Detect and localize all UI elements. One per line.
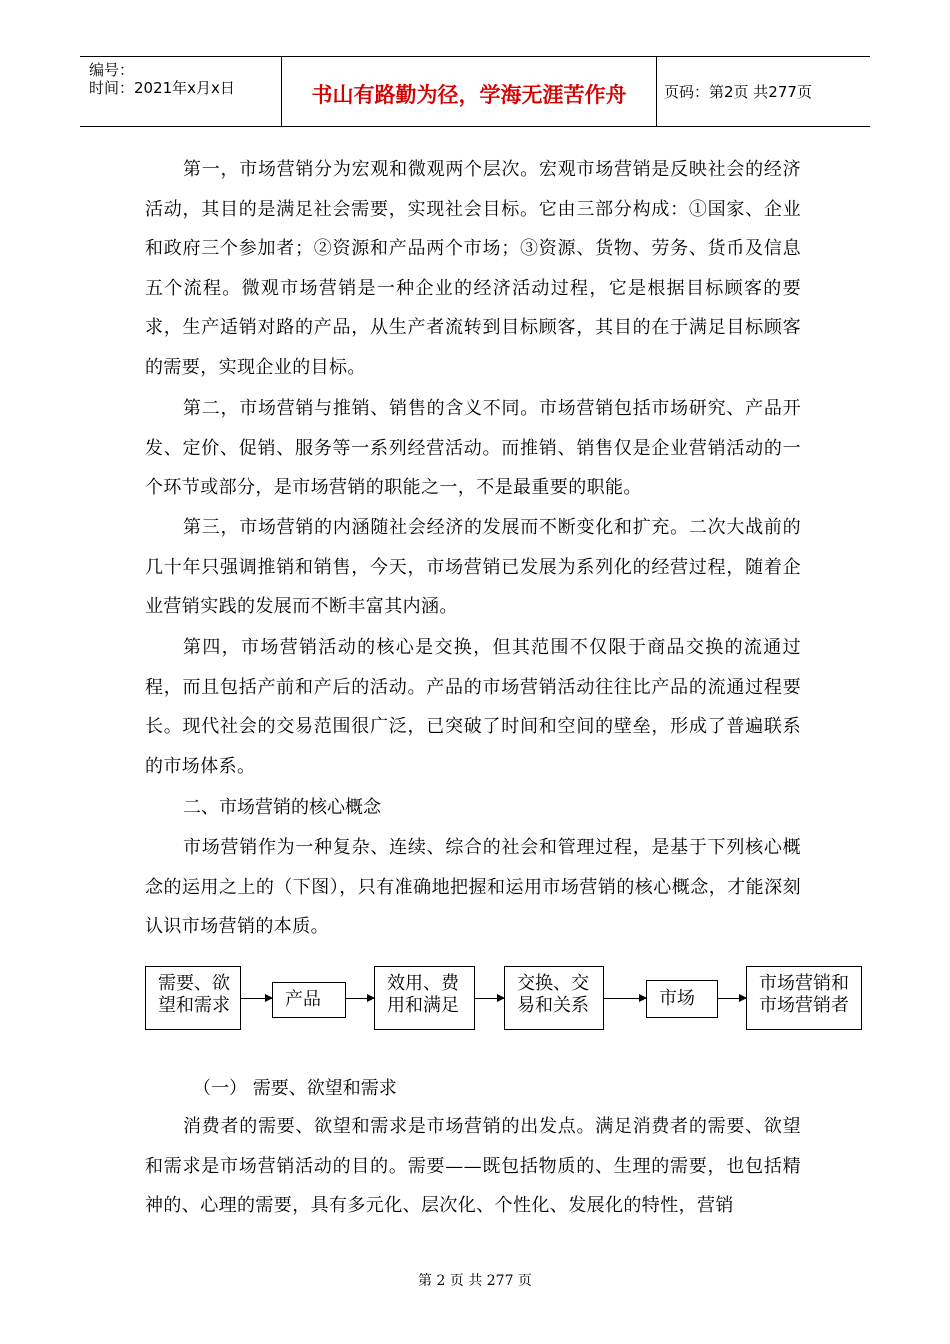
paragraph-second: 第二，市场营销与推销、销售的含义不同。市场营销包括市场研究、产品开发、定价、促销、服务等一系列经营活动。而推销、销售仅是企业营销活动的一个环节或部分，是市场营销的职能之一，不是最重要的职能。 — [145, 398, 801, 498]
diagram-box-needs: 需要、欲望和需求 — [145, 966, 241, 1030]
number-label: 编号： — [89, 61, 135, 79]
paragraph-first: 第一，市场营销分为宏观和微观两个层次。宏观市场营销是反映社会的经济活动，其目的是满足社会需要，实现社会目标。它由三部分构成：①国家、企业和政府三个参加者；②资源和产品两个市场；③资源、货物、劳务、货币及信息五个流程。微观市场营销是一种企业的经济活动过程，它是根据目标顾客的要求，生产适销对路的产品，从生产者流转到目标顾客，其目的在于满足目标顾客的需要，实现企业的目标。 — [145, 159, 801, 378]
header-page-cell — [656, 57, 870, 126]
diagram-box-market: 市场 — [646, 980, 718, 1018]
time-label: 时间：2021年x月x日 — [89, 79, 235, 97]
page-footer: 第 2 页 共 277 页 — [418, 1273, 532, 1289]
diagram-box-exchange: 交换、交易和关系 — [504, 966, 604, 1030]
paragraph-fourth: 第四，市场营销活动的核心是交换，但其范围不仅限于商品交换的流通过程，而且包括产前和产后的活动。产品的市场营销活动往往比产品的流通过程要长。现代社会的交易范围很广泛，已突破了时间和空间的壁垒，形成了普遍联系的市场体系。 — [145, 637, 801, 777]
section-heading: 二、市场营销的核心概念 — [183, 797, 381, 818]
diagram-arrow — [346, 998, 374, 999]
header-motto-cell — [281, 57, 657, 126]
diagram-arrow — [241, 998, 272, 999]
header-meta-cell — [80, 57, 281, 126]
diagram-box-utility: 效用、费用和满足 — [374, 966, 475, 1030]
diagram-box-marketer: 市场营销和市场营销者 — [746, 966, 862, 1030]
page-label: 页码：第2页 共277页 — [664, 83, 812, 101]
diagram-arrow — [475, 998, 504, 999]
motto-text: 书山有路勤为径，学海无涯苦作舟 — [311, 83, 627, 107]
diagram-box-product: 产品 — [272, 982, 346, 1018]
paragraph-intro: 市场营销作为一种复杂、连续、综合的社会和管理过程，是基于下列核心概念的运用之上的（下图），只有准确地把握和运用市场营销的核心概念，才能深刻认识市场营销的本质。 — [145, 837, 801, 937]
paragraph-needs: 消费者的需要、欲望和需求是市场营销的出发点。满足消费者的需要、欲望和需求是市场营销活动的目的。需要——既包括物质的、生理的需要，也包括精神的、心理的需要，具有多元化、层次化、个性化、发展化的特性，营销 — [145, 1116, 801, 1216]
diagram-arrow — [718, 998, 746, 999]
page-header — [80, 56, 870, 127]
sub-heading: （一） 需要、欲望和需求 — [193, 1078, 397, 1099]
diagram-arrow — [604, 998, 646, 999]
paragraph-third: 第三，市场营销的内涵随社会经济的发展而不断变化和扩充。二次大战前的几十年只强调推销和销售，今天，市场营销已发展为系列化的经营过程，随着企业营销实践的发展而不断丰富其内涵。 — [145, 517, 801, 617]
